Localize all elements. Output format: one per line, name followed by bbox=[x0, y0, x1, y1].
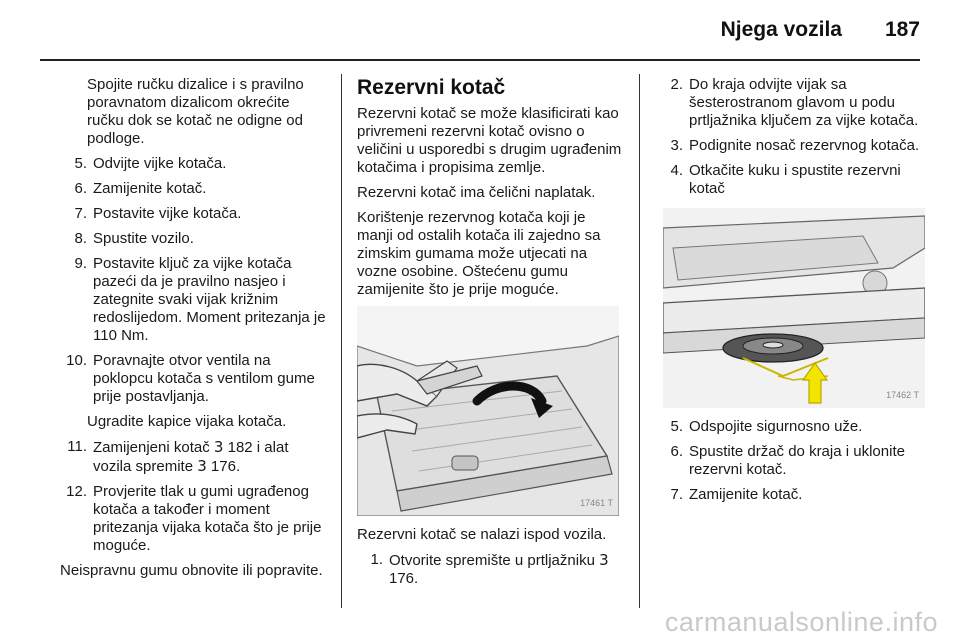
list-item bbox=[60, 180, 328, 198]
list-number: 7. bbox=[74, 205, 87, 222]
list-item bbox=[60, 352, 328, 406]
header-rule bbox=[40, 59, 920, 61]
spare-wheel-drawing bbox=[663, 208, 925, 408]
list-text: Odspojite sigurnosno uže. bbox=[689, 418, 863, 435]
column-1 bbox=[60, 76, 328, 587]
list-number: 8. bbox=[74, 230, 87, 247]
column-divider-1 bbox=[341, 74, 342, 608]
paragraph: Rezervni kotač se nalazi ispod vozila. bbox=[357, 526, 607, 543]
list-item bbox=[60, 255, 328, 345]
list-text: Zamijenjeni kotač 3 182 i alat vozila spremite 3 176. bbox=[93, 438, 289, 475]
list-number: 1. bbox=[370, 551, 383, 568]
page-ref-icon[interactable]: 3 bbox=[599, 551, 609, 569]
list-item bbox=[663, 486, 925, 504]
page-ref-icon[interactable]: 3 bbox=[197, 457, 207, 475]
list-text: Provjerite tlak u gumi ugrađenog kotača a također i moment pritezanja vijaka kotača što je prije moguće. bbox=[93, 483, 322, 554]
trunk-floor-drawing bbox=[357, 306, 619, 516]
paragraph: Rezervni kotač ima čelični naplatak. bbox=[357, 184, 596, 201]
page-number: 187 bbox=[884, 18, 920, 41]
column-divider-2 bbox=[639, 74, 640, 608]
list-item bbox=[60, 205, 328, 223]
list-text: Zamijenite kotač. bbox=[689, 486, 803, 503]
step-4-continuation: Spojite ručku dizalice i s pravilno poravnatom dizalicom okrećite ručku dok se kotač ne odigne od podloge. bbox=[87, 76, 304, 147]
list-number: 6. bbox=[74, 180, 87, 197]
watermark-url: carmanualsonline.info bbox=[664, 607, 938, 637]
list-text: Zamijenite kotač. bbox=[93, 180, 207, 197]
list-text: Podignite nosač rezervnog kotača. bbox=[689, 137, 920, 154]
list-item bbox=[663, 443, 925, 479]
list-number: 6. bbox=[670, 443, 683, 460]
page-ref-icon[interactable]: 3 bbox=[213, 438, 224, 456]
list-number: 10. bbox=[66, 352, 87, 369]
step-10-note: Ugradite kapice vijaka kotača. bbox=[87, 413, 287, 430]
list-item bbox=[60, 483, 328, 555]
list-number: 5. bbox=[74, 155, 87, 172]
list-item bbox=[663, 418, 925, 436]
paragraph: Korištenje rezervnog kotača koji je manji od ostalih kotača ili zajedno sa zimskim gumama može utjecati na vozne osobine. Oštećenu gumu zamijenite što je prije moguće. bbox=[357, 209, 601, 298]
list-text: Spustite držač do kraja i uklonite rezervni kotač. bbox=[689, 443, 905, 478]
list-item bbox=[663, 162, 925, 198]
list-number: 5. bbox=[670, 418, 683, 435]
list-item bbox=[60, 438, 328, 476]
list-number: 9. bbox=[74, 255, 87, 272]
column-3 bbox=[663, 76, 925, 511]
column-2 bbox=[357, 76, 625, 595]
list-text: Otkačite kuku i spustite rezervni kotač bbox=[689, 162, 901, 197]
list-item bbox=[663, 137, 925, 155]
list-number: 4. bbox=[670, 162, 683, 179]
paragraph: Rezervni kotač se može klasificirati kao privremeni rezervni kotač ovisno o veličini u usporedbi s drugim ugrađenim kotačima i propisima zemlje. bbox=[357, 105, 622, 176]
list-text: Otvorite spremište u prtljažniku 3 176. bbox=[389, 551, 609, 587]
list-text: Poravnajte otvor ventila na poklopcu kotača s ventilom gume prije postavljanja. bbox=[93, 352, 315, 405]
trunk-floor-illustration bbox=[357, 306, 619, 516]
closing-paragraph: Neispravnu gumu obnovite ili popravite. bbox=[60, 562, 323, 579]
list-number: 3. bbox=[670, 137, 683, 154]
list-item bbox=[357, 551, 625, 588]
figure-id: 17461 T bbox=[580, 498, 613, 508]
list-text: Postavite ključ za vijke kotača pazeći da je pravilno nasjeo i zategnite svaki vijak križnim redoslijedom. Moment pritezanja je 110 Nm. bbox=[93, 255, 326, 344]
figure-id: 17462 T bbox=[886, 390, 919, 400]
section-title: Njega vozila bbox=[720, 18, 842, 41]
list-number: 2. bbox=[670, 76, 683, 93]
spare-wheel-illustration bbox=[663, 208, 925, 408]
list-item bbox=[663, 76, 925, 130]
list-text: Postavite vijke kotača. bbox=[93, 205, 242, 222]
list-text: Odvijte vijke kotača. bbox=[93, 155, 227, 172]
list-text: Spustite vozilo. bbox=[93, 230, 194, 247]
list-item bbox=[60, 230, 328, 248]
list-number: 11. bbox=[67, 438, 87, 455]
section-heading: Rezervni kotač bbox=[357, 76, 506, 99]
list-number: 7. bbox=[670, 486, 683, 503]
list-item bbox=[60, 155, 328, 173]
list-text: Do kraja odvijte vijak sa šesterostranom glavom u podu prtljažnika ključem za vijke kotača. bbox=[689, 76, 919, 129]
list-number: 12. bbox=[66, 483, 87, 500]
